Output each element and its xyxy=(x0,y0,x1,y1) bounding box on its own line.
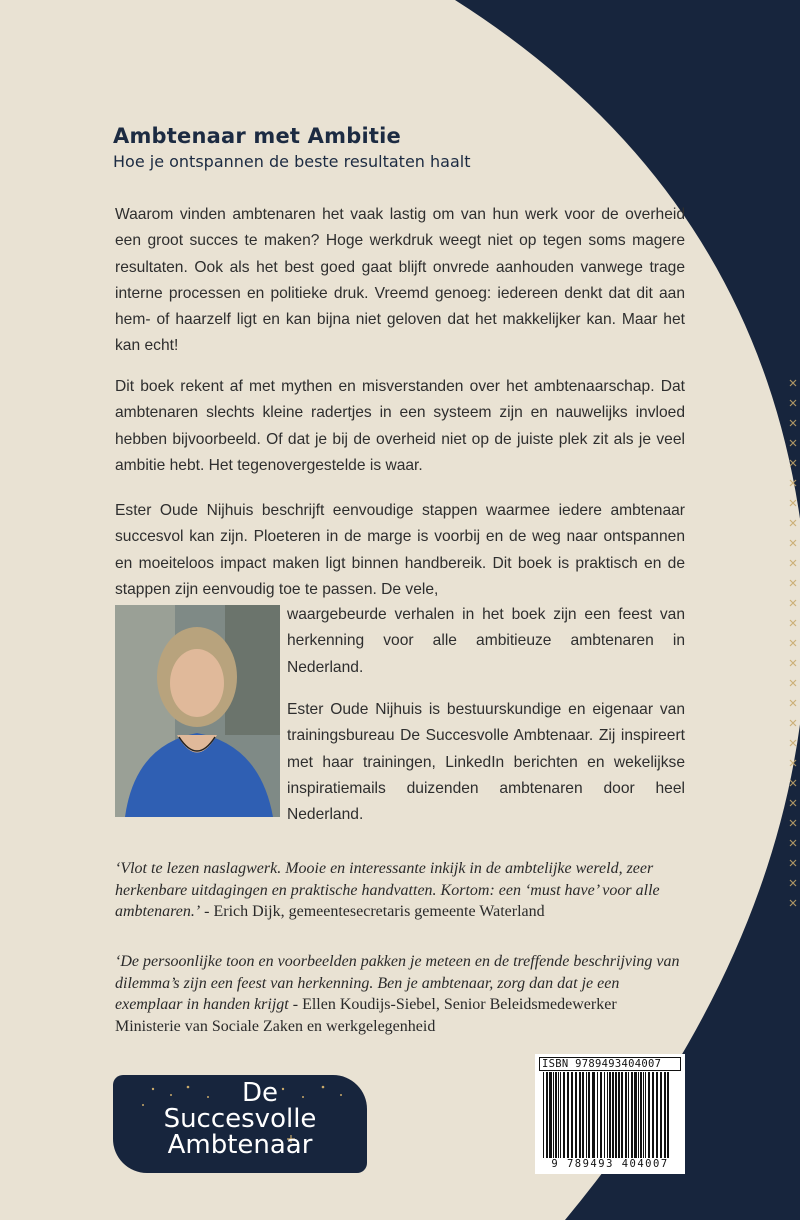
barcode-bar xyxy=(656,1072,658,1158)
isbn-barcode xyxy=(535,1054,685,1174)
barcode-bar xyxy=(582,1072,584,1158)
barcode-bar xyxy=(634,1072,637,1158)
barcode-bar xyxy=(643,1072,644,1158)
barcode-bar xyxy=(621,1072,623,1158)
review-quote-1 xyxy=(115,858,685,923)
barcode-bar xyxy=(571,1072,573,1158)
barcode-bar xyxy=(631,1072,633,1158)
barcode-bar xyxy=(640,1072,642,1158)
isbn-label: ISBN 9789493404007 xyxy=(539,1057,681,1071)
barcode-bar xyxy=(575,1072,577,1158)
barcode-bar xyxy=(604,1072,605,1158)
barcode-bar xyxy=(543,1072,544,1158)
barcode-bar xyxy=(664,1072,666,1158)
barcode-bar xyxy=(546,1072,548,1158)
blurb-paragraph-4: waargebeurde verhalen in het boek zijn een feest van herkenning voor alle ambitieuze ambtenaren in Nederland. xyxy=(287,606,685,676)
barcode-bar xyxy=(638,1072,639,1158)
book-subtitle: Hoe je ontspannen de beste resultaten haalt xyxy=(113,152,471,171)
barcode-bar xyxy=(628,1072,629,1158)
barcode-bar xyxy=(645,1072,646,1158)
barcode-bar xyxy=(549,1072,552,1158)
barcode-bar xyxy=(592,1072,595,1158)
barcode-bar xyxy=(588,1072,590,1158)
blurb-paragraph-2: Dit boek rekent af met mythen en misverstanden over het ambtenaarschap. Dat ambtenaren slechts kleine radertjes in een systeem zijn en nauwelijks invloed hebben bijvoorbeeld. Of dat je bij de overheid niet op de juiste plek zit als je veel ambitie hebt. Het tegenovergestelde is waar. xyxy=(115,378,685,474)
barcode-bar xyxy=(597,1072,598,1158)
barcode-bar xyxy=(560,1072,561,1158)
logo-line-3: Ambtenaar xyxy=(167,1130,313,1160)
barcode-bar xyxy=(600,1072,602,1158)
barcode-bar xyxy=(563,1072,565,1158)
review-quote-2-attribution: - Ellen Koudijs-Siebel, Senior Beleidsmedewerker Ministerie van Sociale Zaken en werkgelegenheid xyxy=(115,996,617,1035)
barcode-bar xyxy=(660,1072,662,1158)
barcode-bar xyxy=(567,1072,569,1158)
barcode-bar xyxy=(612,1072,614,1158)
barcode-bar xyxy=(558,1072,559,1158)
barcode-bar xyxy=(555,1072,557,1158)
barcode-bar xyxy=(667,1072,669,1158)
barcode-bar xyxy=(586,1072,587,1158)
review-quote-2 xyxy=(115,951,685,1037)
barcode-bar xyxy=(625,1072,627,1158)
barcode-bar xyxy=(648,1072,650,1158)
blurb-paragraph-3: Ester Oude Nijhuis beschrijft eenvoudige stappen waarmee iedere ambtenaar succesvol kan zijn. Ploeteren in de marge is voorbij en de weg naar ontspannen en moeiteloos impact maken ligt binnen handbereik. Dit boek is praktisch en de stappen zijn eenvoudig toe te passen. De vele, xyxy=(115,502,685,598)
logo-line-1: De xyxy=(241,1078,279,1108)
author-photo xyxy=(115,605,280,817)
logo-line-2: Succesvolle xyxy=(163,1104,317,1134)
barcode-bar xyxy=(579,1072,581,1158)
barcode-bar xyxy=(615,1072,617,1158)
barcode-bar xyxy=(652,1072,654,1158)
barcode-bar xyxy=(607,1072,608,1158)
review-quote-1-text: ‘Vlot te lezen naslagwerk. Mooie en interessante inkijk in de ambtelijke wereld, zeer herkenbare uitdagingen en praktische handvatten. Kortom: een ‘must have’ voor alle ambtenaren.’ xyxy=(115,860,660,920)
book-title: Ambtenaar met Ambitie xyxy=(113,124,401,148)
publisher-logo xyxy=(113,1075,367,1173)
barcode-bar xyxy=(553,1072,554,1158)
author-bio: Ester Oude Nijhuis is bestuurskundige en eigenaar van trainingsbureau De Succesvolle Ambtenaar. Zij inspireert met haar trainingen, LinkedIn berichten en wekelijkse inspiratiemails duizenden ambtenaren door heel Nederland. xyxy=(287,701,685,824)
barcode-bar xyxy=(618,1072,620,1158)
isbn-digits: 9 789493 404007 xyxy=(551,1158,669,1170)
review-quote-2-text: ‘De persoonlijke toon en voorbeelden pakken je meteen en de treffende beschrijving van dilemma’s zijn een feest van herkenning. Ben je ambtenaar, zorg dan dat je een exemplaar in handen krijgt xyxy=(115,953,680,1013)
blurb-paragraph-1: Waarom vinden ambtenaren het vaak lastig om van hun werk voor de overheid een groot succes te maken? Hoge werkdruk weegt niet op tegen soms magere resultaten. Ook als het best goed gaat blijft onvrede aanhouden vanwege trage interne processen en politieke druk. Vreemd genoeg: iedereen denkt dat dit aan hem- of haarzelf ligt en kan bijna niet geloven dat het makkelijker kan. Maar het kan echt! xyxy=(115,206,685,355)
barcode-bar xyxy=(609,1072,611,1158)
barcode-bars xyxy=(541,1072,679,1158)
review-quote-1-attribution: - Erich Dijk, gemeentesecretaris gemeente Waterland xyxy=(200,903,545,920)
